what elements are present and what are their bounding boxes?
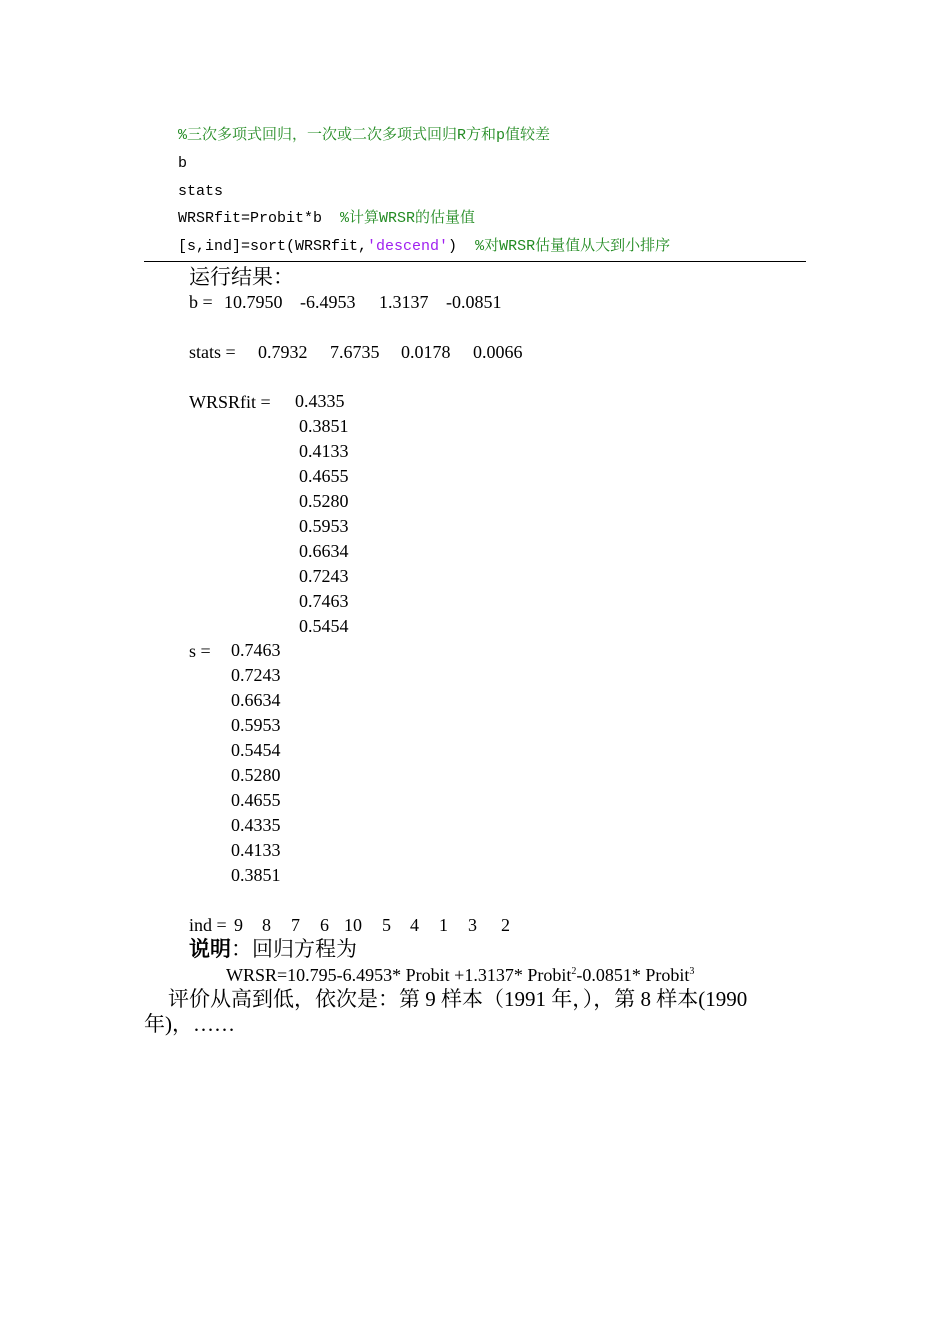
wrsrfit-value: 0.5280	[299, 491, 349, 511]
code-line-1	[178, 127, 550, 145]
wrsrfit-value: 0.4655	[299, 466, 349, 486]
code-line-2: b	[178, 155, 188, 172]
s-value: 0.7463	[231, 640, 281, 660]
ind-value: 2	[501, 915, 510, 935]
equation-part: -0.0851* Probit	[576, 965, 690, 985]
regression-equation	[226, 964, 694, 986]
code-statement: [s,ind]=sort(WRSRfit,	[178, 238, 368, 255]
ind-value: 4	[410, 915, 419, 935]
s-value: 0.5454	[231, 740, 281, 760]
wrsrfit-value: 0.5953	[299, 516, 349, 536]
results-heading: 运行结果：	[189, 265, 294, 289]
equation-superscript: 2	[571, 966, 577, 977]
equation-part: WRSR=10.795-6.4953* Probit +1.3137* Probit	[226, 965, 572, 985]
code-comment: %计算WRSR的估量值	[340, 210, 476, 227]
ind-value: 8	[262, 915, 271, 935]
b-row	[0, 291, 950, 315]
stats-label: stats =	[189, 342, 236, 362]
b-value: -0.0851	[446, 292, 502, 312]
stats-value: 7.6735	[330, 342, 380, 362]
s-value: 0.3851	[231, 865, 281, 885]
s-value: 0.4133	[231, 840, 281, 860]
b-value: 10.7950	[224, 292, 283, 312]
code-comment: %三次多项式回归，一次或二次多项式回归R方和p值较差	[178, 127, 551, 144]
code-statement: WRSRfit=Probit*b	[178, 210, 323, 227]
wrsrfit-label: WRSRfit =	[189, 392, 271, 412]
s-value: 0.5953	[231, 715, 281, 735]
stats-value: 0.0178	[401, 342, 451, 362]
wrsrfit-value: 0.6634	[299, 541, 349, 561]
code-line-5	[178, 238, 670, 256]
ind-label: ind =	[189, 915, 227, 935]
explanation-colon: ：	[231, 937, 252, 961]
stats-value: 0.0066	[473, 342, 523, 362]
s-value: 0.4655	[231, 790, 281, 810]
wrsrfit-value: 0.3851	[299, 416, 349, 436]
s-value: 0.5280	[231, 765, 281, 785]
s-value: 0.6634	[231, 690, 281, 710]
wrsrfit-values	[295, 389, 349, 639]
ind-value: 10	[344, 915, 362, 935]
b-label: b =	[189, 292, 213, 312]
s-values	[231, 638, 281, 888]
code-line-3: stats	[178, 183, 224, 200]
code-line-4	[178, 210, 475, 228]
ind-row	[0, 914, 950, 938]
code-comment: %对WRSR估量值从大到小排序	[475, 238, 671, 255]
ind-value: 3	[468, 915, 477, 935]
code-statement: )	[448, 238, 458, 255]
ind-value: 7	[291, 915, 300, 935]
ind-value: 5	[382, 915, 391, 935]
ind-value: 9	[234, 915, 243, 935]
s-value: 0.4335	[231, 815, 281, 835]
explanation-text: 回归方程为	[252, 937, 357, 961]
b-value: -6.4953	[300, 292, 356, 312]
stats-value: 0.7932	[258, 342, 308, 362]
wrsrfit-value: 0.7243	[299, 566, 349, 586]
s-value: 0.7243	[231, 665, 281, 685]
s-label: s =	[189, 641, 211, 661]
wrsrfit-value: 0.4133	[299, 441, 349, 461]
conclusion-line-2: 年)，……	[144, 1012, 235, 1036]
ind-value: 1	[439, 915, 448, 935]
wrsrfit-value: 0.5454	[299, 616, 349, 636]
code-string: 'descend'	[367, 238, 449, 255]
conclusion-line-1: 评价从高到低，依次是：第 9 样本（1991 年，），第 8 样本(1990	[168, 987, 748, 1011]
b-value: 1.3137	[379, 292, 429, 312]
explanation-line	[189, 938, 357, 960]
stats-row	[0, 341, 950, 365]
explanation-label: 说明	[189, 937, 231, 961]
wrsrfit-value: 0.4335	[295, 391, 345, 411]
equation-superscript: 3	[689, 966, 695, 977]
ind-value: 6	[320, 915, 329, 935]
wrsrfit-value: 0.7463	[299, 591, 349, 611]
divider	[144, 261, 806, 262]
